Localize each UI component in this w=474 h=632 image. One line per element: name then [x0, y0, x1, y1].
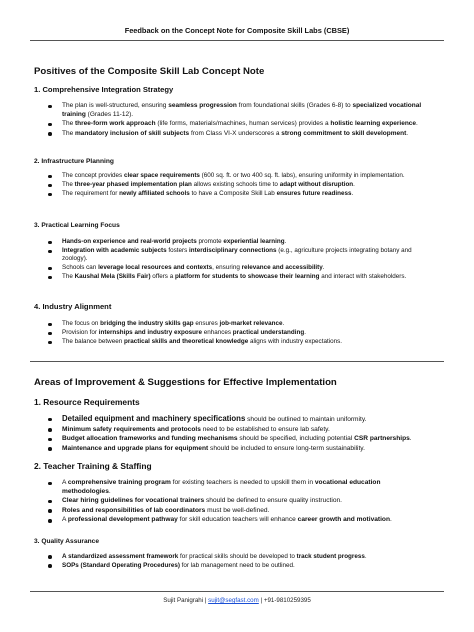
integration-list [0, 102, 474, 139]
bullet-icon [48, 509, 52, 513]
list-item: The balance between practical skills and theoretical knowledge aligns with industry expectations. [0, 338, 474, 346]
list-item: Hands-on experience and real-world projects promote experiential learning. [0, 238, 474, 246]
bullet-icon [48, 241, 52, 245]
list-item: The three-year phased implementation plan allows existing schools time to adapt without disruption. [0, 181, 474, 189]
bullet-icon [48, 175, 52, 179]
list-item: Detailed equipment and machinery specifications should be outlined to maintain uniformity. [0, 415, 474, 425]
bullet-icon [48, 267, 52, 271]
list-item: Provision for internships and industry exposure enhances practical understanding. [0, 329, 474, 337]
bullet-icon [48, 438, 52, 442]
bullet-icon [48, 132, 52, 136]
quality-list [0, 553, 474, 571]
list-item: A professional development pathway for skill education teachers will enhance career growth and motivation. [0, 516, 474, 525]
footer [30, 596, 444, 605]
bullet-icon [48, 250, 52, 254]
bullet-icon [48, 323, 52, 327]
bullet-icon [48, 482, 52, 486]
list-item: The concept provides clear space requirements (600 sq. ft. or two 400 sq. ft. labs), ensuring uniformity in implementation. [0, 172, 474, 180]
list-item: Minimum safety requirements and protocols need to be established to ensure lab safety. [0, 426, 474, 435]
bullet-icon [48, 184, 52, 188]
list-item: The focus on bridging the industry skills gap ensures job-market relevance. [0, 320, 474, 328]
list-item: Integration with academic subjects fosters interdisciplinary connections (e.g., agriculture projects integrating botany and zoology). [0, 247, 474, 263]
header-divider [30, 40, 444, 41]
bullet-icon [48, 332, 52, 336]
footer-email-link[interactable]: sujit@segfast.com [208, 597, 259, 604]
practical-list [0, 238, 474, 282]
list-item: The Kaushal Mela (Skills Fair) offers a platform for students to showcase their learning and interact with stakeholders. [0, 273, 474, 281]
footer-divider [30, 591, 444, 592]
section-title-positives: Positives of the Composite Skill Lab Concept Note [34, 66, 265, 77]
subsection-teacher: 2. Teacher Training & Staffing [34, 461, 152, 471]
bullet-icon [48, 276, 52, 280]
list-item: Maintenance and upgrade plans for equipment should be included to ensure long-term sustainability. [0, 445, 474, 454]
subsection-resources: 1. Resource Requirements [34, 397, 140, 407]
list-item: Clear hiring guidelines for vocational trainers should be defined to ensure quality instruction. [0, 497, 474, 506]
subsection-integration: 1. Comprehensive Integration Strategy [34, 85, 174, 94]
resources-list [0, 415, 474, 454]
footer-name: Sujit Panigrahi | [163, 597, 209, 604]
list-item: A comprehensive training program for existing teachers is needed to upskill them in vocational education methodologies. [0, 479, 474, 496]
bullet-icon [48, 555, 52, 559]
subsection-industry: 4. Industry Alignment [34, 302, 112, 311]
list-item: The mandatory inclusion of skill subjects from Class VI-X underscores a strong commitment to skill development. [0, 130, 474, 139]
list-item: Budget allocation frameworks and funding mechanisms should be specified, including potential CSR partnerships. [0, 435, 474, 444]
list-item: The three-form work approach (life forms, materials/machines, human services) provides a holistic learning experience. [0, 120, 474, 129]
teacher-list [0, 479, 474, 526]
industry-list [0, 320, 474, 347]
bullet-icon [48, 447, 52, 451]
section-title-improvement: Areas of Improvement & Suggestions for Effective Implementation [34, 377, 337, 388]
bullet-icon [48, 341, 52, 345]
bullet-icon [48, 193, 52, 197]
list-item: A standardized assessment framework for practical skills should be developed to track student progress. [0, 553, 474, 561]
bullet-icon [48, 123, 52, 127]
bullet-icon [48, 564, 52, 568]
list-item: The plan is well-structured, ensuring seamless progression from foundational skills (Grades 6-8) to specialized vocational training (Grades 11-12). [0, 102, 474, 119]
bullet-icon [48, 418, 52, 422]
infrastructure-list [0, 172, 474, 199]
bullet-icon [48, 500, 52, 504]
list-item: Roles and responsibilities of lab coordinators must be well-defined. [0, 507, 474, 516]
bullet-icon [48, 428, 52, 432]
document-header: Feedback on the Concept Note for Composite Skill Labs (CBSE) [124, 26, 350, 35]
list-item: SOPs (Standard Operating Procedures) for lab management need to be outlined. [0, 562, 474, 570]
list-item: Schools can leverage local resources and contexts, ensuring relevance and accessibility. [0, 264, 474, 272]
bullet-icon [48, 519, 52, 523]
subsection-infrastructure: 2. Infrastructure Planning [34, 158, 114, 165]
subsection-practical: 3. Practical Learning Focus [34, 222, 120, 229]
section-divider [30, 361, 444, 362]
list-item: The requirement for newly affiliated schools to have a Composite Skill Lab ensures future readiness. [0, 190, 474, 198]
subsection-quality: 3. Quality Assurance [34, 538, 99, 545]
footer-phone: | +91-9810259395 [258, 597, 311, 604]
bullet-icon [48, 105, 52, 109]
